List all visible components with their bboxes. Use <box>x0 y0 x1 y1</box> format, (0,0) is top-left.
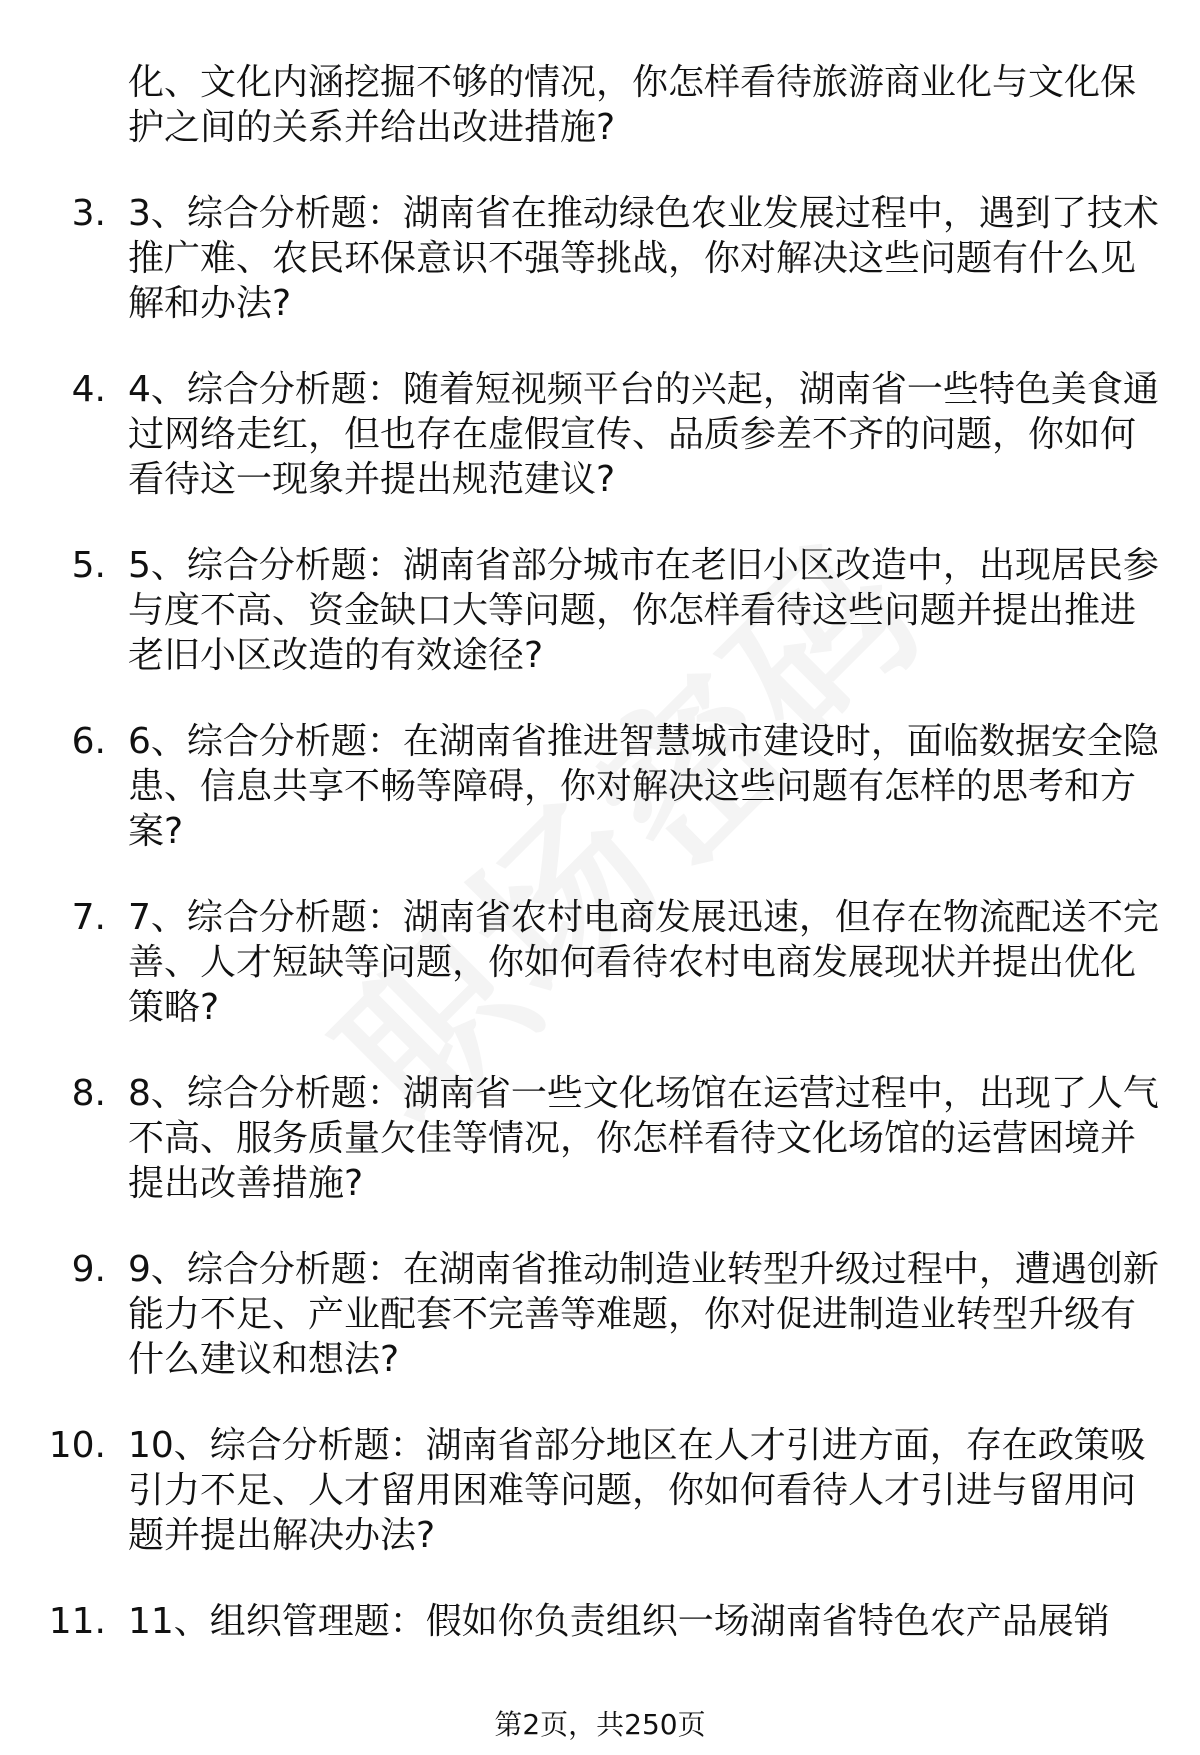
question-text: 8、综合分析题：湖南省一些文化场馆在运营过程中，出现了人气不高、服务质量欠佳等情况，你怎样看待文化场馆的运营困境并提出改善措施? <box>128 1073 1159 1204</box>
continued-question-text: 化、文化内涵挖掘不够的情况，你怎样看待旅游商业化与文化保护之间的关系并给出改进措施? <box>128 62 1137 148</box>
question-text: 4、综合分析题：随着短视频平台的兴起，湖南省一些特色美食通过网络走红，但也存在虚假宣传、品质参差不齐的问题，你如何看待这一现象并提出规范建议? <box>128 369 1159 500</box>
page-footer: 第2页，共250页 <box>494 1708 706 1741</box>
question-item <box>0 895 1200 1030</box>
question-item <box>0 543 1200 678</box>
question-item <box>0 1071 1200 1206</box>
question-number: 4. <box>71 369 106 410</box>
question-content <box>0 60 1200 1644</box>
question-number: 9. <box>71 1249 106 1290</box>
question-item <box>0 1599 1200 1644</box>
question-number: 11. <box>48 1601 106 1642</box>
question-item <box>0 1423 1200 1558</box>
question-item <box>0 367 1200 502</box>
question-text: 5、综合分析题：湖南省部分城市在老旧小区改造中，出现居民参与度不高、资金缺口大等问题，你怎样看待这些问题并提出推进老旧小区改造的有效途径? <box>128 545 1159 676</box>
question-number: 8. <box>71 1073 106 1114</box>
question-item <box>0 1247 1200 1382</box>
question-number: 7. <box>71 897 106 938</box>
question-text: 7、综合分析题：湖南省农村电商发展迅速，但存在物流配送不完善、人才短缺等问题，你如何看待农村电商发展现状并提出优化策略? <box>128 897 1159 1028</box>
question-item <box>0 191 1200 326</box>
question-text: 9、综合分析题：在湖南省推动制造业转型升级过程中，遭遇创新能力不足、产业配套不完善等难题，你对促进制造业转型升级有什么建议和想法? <box>128 1249 1159 1380</box>
question-text: 10、综合分析题：湖南省部分地区在人才引进方面，存在政策吸引力不足、人才留用困难等问题，你如何看待人才引进与留用问题并提出解决办法? <box>128 1425 1146 1556</box>
question-number: 5. <box>71 545 106 586</box>
question-number: 6. <box>71 721 106 762</box>
question-number: 3. <box>71 193 106 234</box>
question-text: 3、综合分析题：湖南省在推动绿色农业发展过程中，遇到了技术推广难、农民环保意识不强等挑战，你对解决这些问题有什么见解和办法? <box>128 193 1159 324</box>
question-item <box>0 719 1200 854</box>
question-list <box>0 191 1200 1644</box>
question-text: 6、综合分析题：在湖南省推进智慧城市建设时，面临数据安全隐患、信息共享不畅等障碍，你对解决这些问题有怎样的思考和方案? <box>128 721 1159 852</box>
question-number: 10. <box>48 1425 106 1466</box>
question-text: 11、组织管理题：假如你负责组织一场湖南省特色农产品展销 <box>128 1601 1110 1642</box>
